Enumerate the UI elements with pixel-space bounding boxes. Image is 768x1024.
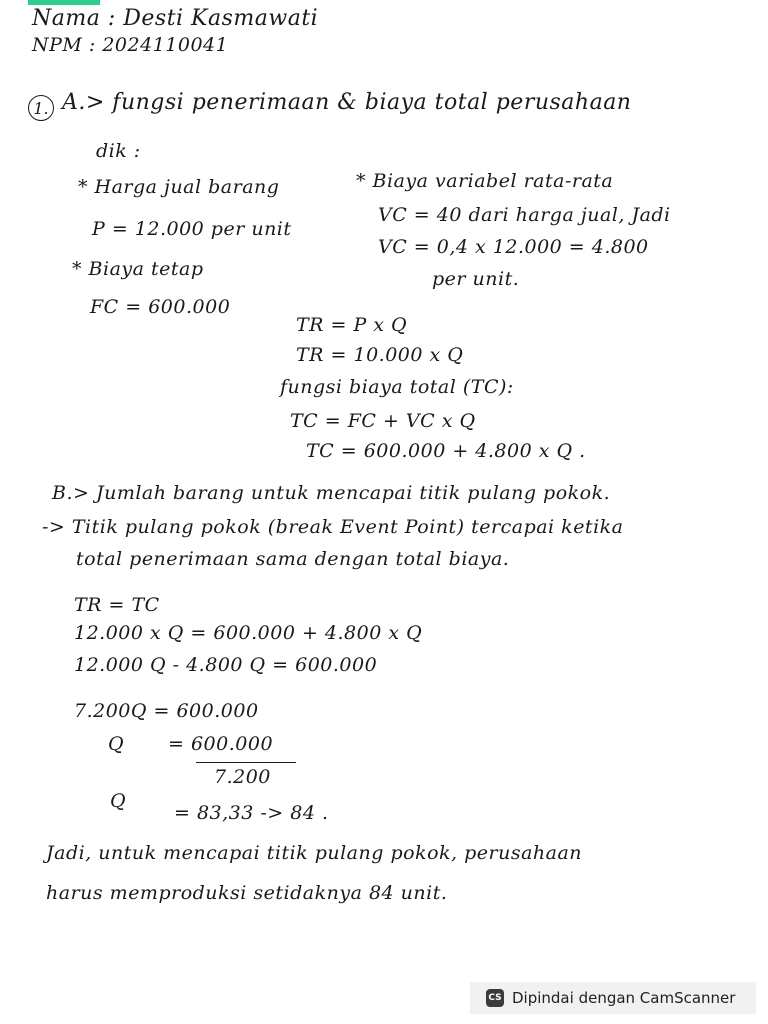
equation-2: 12.000 x Q = 600.000 + 4.800 x Q	[74, 622, 423, 644]
vc-line-2: VC = 0,4 x 12.000 = 4.800	[378, 236, 649, 258]
student-name: Nama : Desti Kasmawati	[32, 6, 319, 31]
camscanner-logo-icon: CS	[486, 989, 504, 1007]
question-number: 1.	[28, 95, 54, 121]
equation-3: 12.000 Q - 4.800 Q = 600.000	[74, 654, 378, 676]
student-npm: NPM : 2024110041	[32, 34, 229, 56]
harga-value: P = 12.000 per unit	[92, 218, 292, 240]
part-a-title: A.> fungsi penerimaan & biaya total perusahaan	[62, 90, 632, 115]
scanner-top-strip	[28, 0, 100, 5]
q-label-2: Q	[110, 790, 127, 812]
biaya-variabel-label: * Biaya variabel rata-rata	[356, 170, 614, 192]
tc-label: fungsi biaya total (TC):	[280, 376, 514, 398]
vc-line-1: VC = 40 dari harga jual, Jadi	[378, 204, 671, 226]
bep-definition-1: -> Titik pulang pokok (break Event Point) tercapai ketika	[42, 516, 624, 538]
conclusion-line-2: harus memproduksi setidaknya 84 unit.	[46, 882, 448, 904]
bep-definition-2: total penerimaan sama dengan total biaya.	[76, 548, 510, 570]
harga-label: * Harga jual barang	[78, 176, 280, 198]
result: = 83,33 -> 84 .	[174, 802, 329, 824]
tr-formula: TR = P x Q	[296, 314, 408, 336]
equation-1: TR = TC	[74, 594, 160, 616]
fraction-denominator: 7.200	[214, 766, 271, 788]
dik-label: dik :	[96, 140, 141, 162]
tr-value: TR = 10.000 x Q	[296, 344, 464, 366]
biaya-tetap-value: FC = 600.000	[90, 296, 231, 318]
watermark-text: Dipindai dengan CamScanner	[512, 989, 736, 1007]
fraction-bar	[196, 762, 296, 763]
fraction-numerator: = 600.000	[168, 733, 274, 755]
camscanner-watermark	[470, 982, 756, 1014]
vc-line-3: per unit.	[432, 268, 520, 290]
conclusion-line-1: Jadi, untuk mencapai titik pulang pokok, perusahaan	[46, 842, 583, 864]
part-b-title: B.> Jumlah barang untuk mencapai titik pulang pokok.	[52, 482, 611, 504]
biaya-tetap-label: * Biaya tetap	[72, 258, 204, 280]
tc-value: TC = 600.000 + 4.800 x Q .	[306, 440, 586, 462]
tc-formula: TC = FC + VC x Q	[290, 410, 476, 432]
q-label-1: Q	[108, 733, 125, 755]
equation-4: 7.200Q = 600.000	[74, 700, 259, 722]
